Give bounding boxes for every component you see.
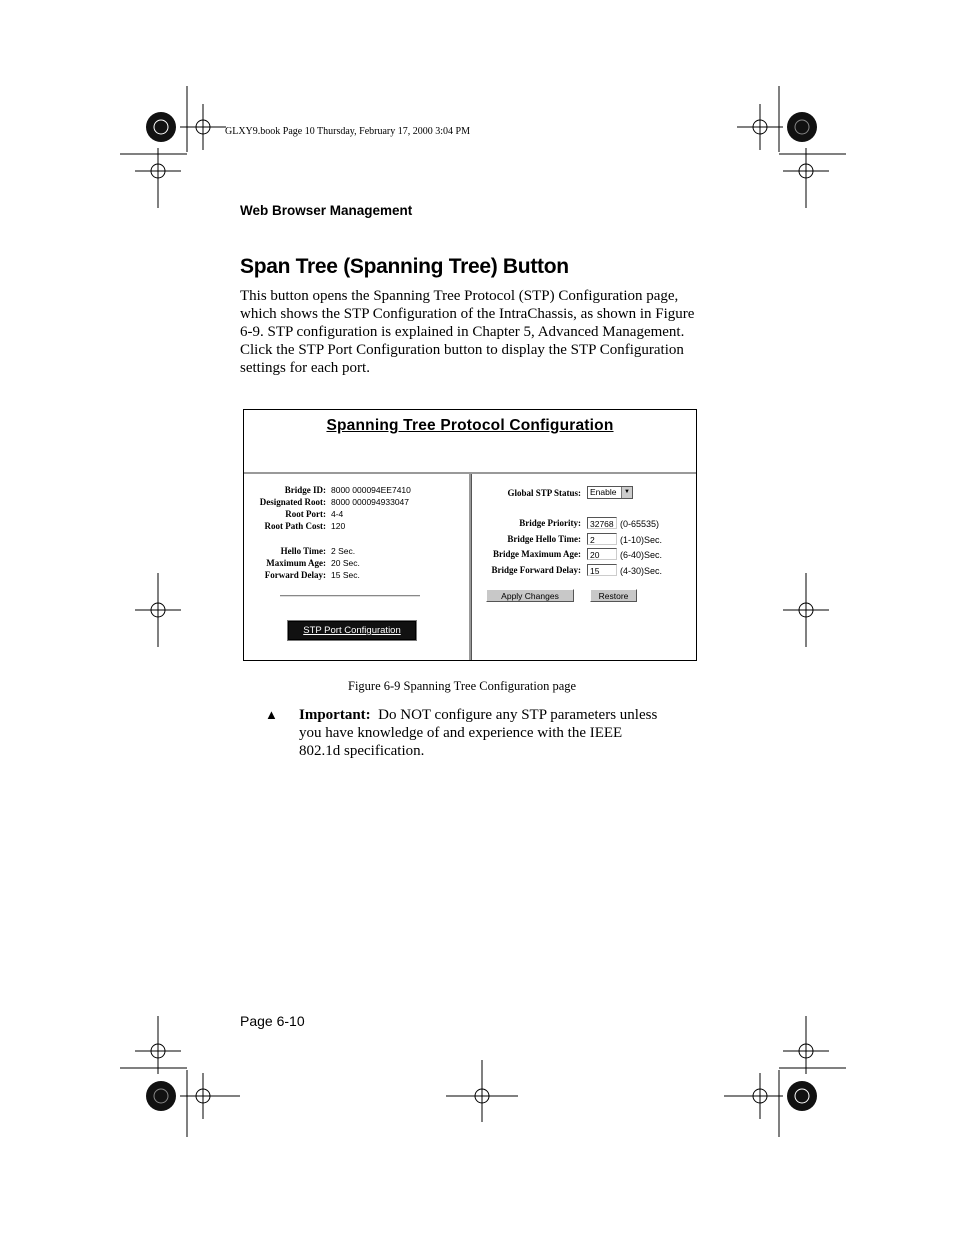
root-port-label: Root Port: bbox=[285, 509, 326, 519]
print-info: GLXY9.book Page 10 Thursday, February 17, 2000 3:04 PM bbox=[225, 126, 470, 137]
bridge-settings-panel bbox=[471, 474, 697, 660]
bridge-forward-delay-label: Bridge Forward Delay: bbox=[491, 565, 581, 575]
designated-root-label: Designated Root: bbox=[259, 497, 326, 507]
divider bbox=[280, 595, 420, 597]
figure-header bbox=[244, 410, 696, 474]
apply-changes-button[interactable]: Apply Changes bbox=[486, 589, 574, 602]
important-note bbox=[299, 706, 659, 760]
root-path-cost-value: 120 bbox=[331, 521, 346, 531]
global-stp-status-value: Enable bbox=[590, 487, 617, 497]
bridge-maximum-age-label: Bridge Maximum Age: bbox=[493, 549, 581, 559]
global-stp-status-select[interactable] bbox=[587, 486, 633, 499]
warning-triangle-icon: ▲ bbox=[265, 707, 278, 722]
bridge-info-panel bbox=[244, 474, 471, 660]
bridge-hello-time-label: Bridge Hello Time: bbox=[507, 534, 581, 544]
bridge-id-label: Bridge ID: bbox=[284, 485, 326, 495]
designated-root-value: 8000 000094933047 bbox=[331, 497, 409, 507]
section-header: Web Browser Management bbox=[240, 203, 413, 218]
forward-delay-label: Forward Delay: bbox=[264, 570, 326, 580]
root-port-value: 4-4 bbox=[331, 509, 344, 519]
figure-heading: Spanning Tree Protocol Configuration bbox=[326, 417, 614, 434]
page-title: Span Tree (Spanning Tree) Button bbox=[240, 255, 569, 278]
note-text: Do NOT configure any STP parameters unless you have knowledge of and experience with the IEEE 802.1d specification. bbox=[299, 707, 658, 759]
restore-button[interactable]: Restore bbox=[590, 589, 637, 602]
stp-port-configuration-button[interactable]: STP Port Configuration bbox=[288, 621, 416, 640]
bridge-id-value: 8000 000094EE7410 bbox=[331, 485, 411, 495]
bridge-maximum-age-input[interactable]: 20 bbox=[587, 548, 617, 560]
bridge-forward-delay-range: (4-30)Sec. bbox=[620, 566, 663, 576]
global-stp-status-label: Global STP Status: bbox=[507, 488, 581, 498]
bridge-hello-time-range: (1-10)Sec. bbox=[620, 535, 663, 545]
bridge-forward-delay-input[interactable]: 15 bbox=[587, 564, 617, 576]
hello-time-label: Hello Time: bbox=[280, 546, 326, 556]
page-number: Page 6-10 bbox=[240, 1013, 305, 1029]
stp-config-screenshot bbox=[243, 409, 697, 661]
hello-time-value: 2 Sec. bbox=[331, 546, 356, 556]
figure-caption: Figure 6-9 Spanning Tree Configuration page bbox=[348, 679, 577, 693]
bridge-hello-time-input[interactable]: 2 bbox=[587, 533, 617, 545]
maximum-age-value: 20 Sec. bbox=[331, 558, 360, 568]
maximum-age-label: Maximum Age: bbox=[266, 558, 326, 568]
bridge-priority-range: (0-65535) bbox=[620, 519, 660, 529]
bridge-maximum-age-range: (6-40)Sec. bbox=[620, 550, 663, 560]
root-path-cost-label: Root Path Cost: bbox=[264, 521, 326, 531]
dropdown-arrow-icon: ▼ bbox=[621, 487, 632, 498]
bridge-priority-input[interactable]: 32768 bbox=[587, 517, 617, 529]
note-label: Important: bbox=[299, 707, 371, 723]
forward-delay-value: 15 Sec. bbox=[331, 570, 360, 580]
bridge-priority-label: Bridge Priority: bbox=[519, 518, 581, 528]
body-paragraph: This button opens the Spanning Tree Protocol (STP) Configuration page, which shows the STP Configuration of the IntraChassis, as shown in Figure 6-9. STP configuration is explained in Chapter 5, Advanced Management. Click the STP Port Configuration button to display the STP Configuration settings for each port. bbox=[240, 288, 695, 376]
